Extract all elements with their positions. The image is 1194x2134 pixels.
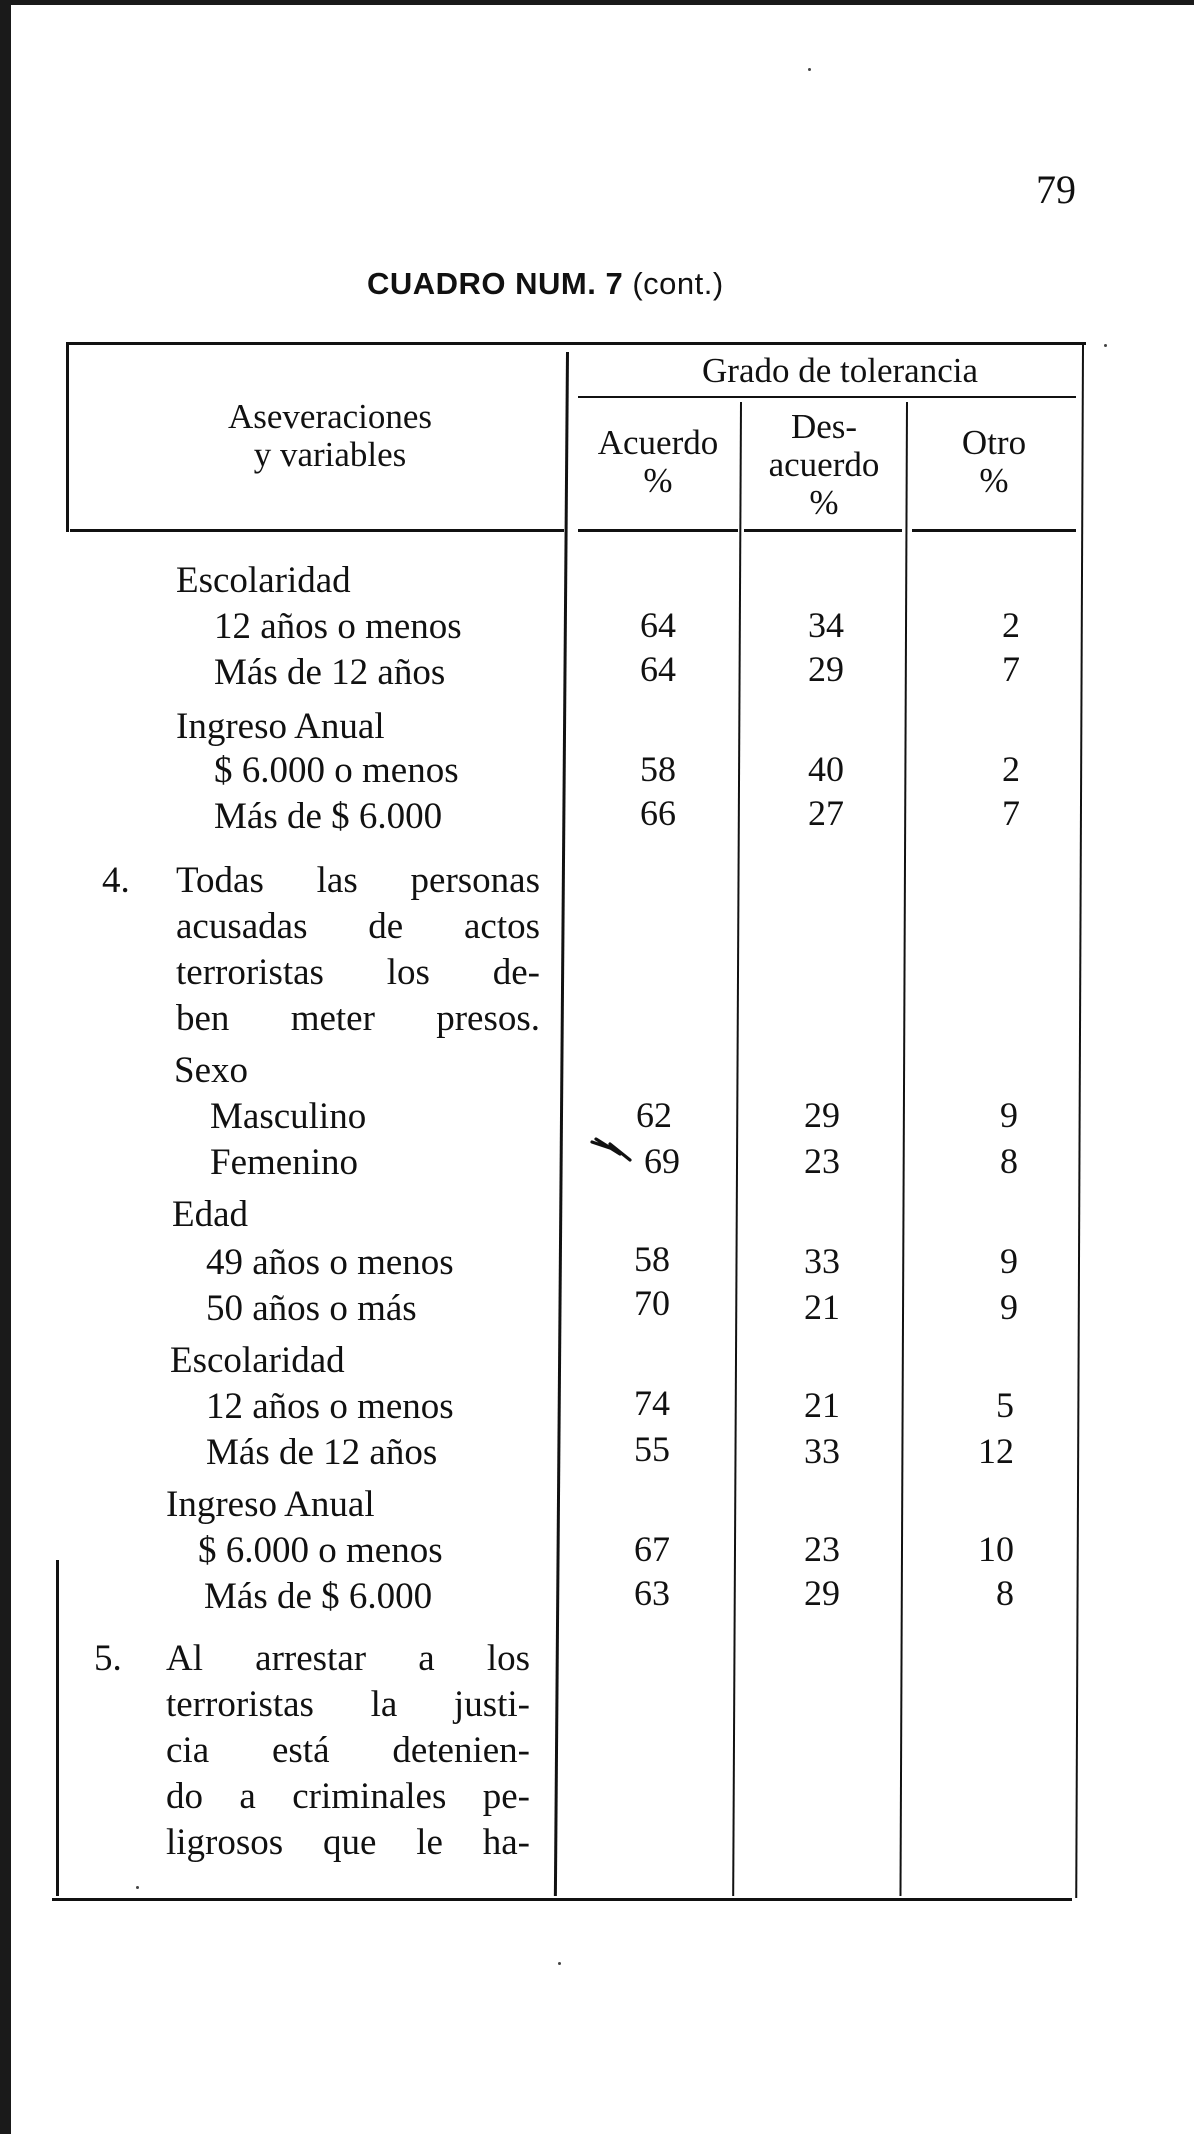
statement-5-line-2: terroristas la justi- [166, 1684, 530, 1725]
row-label-mas-de-12-anos-2: Más de 12 años [206, 1432, 438, 1473]
statement-5-line-1: Al arrestar a los [166, 1638, 530, 1679]
column-header-acuerdo [578, 424, 738, 500]
row-label-header-line-2: y variables [253, 435, 407, 474]
table-caption [367, 266, 724, 302]
statement-4-line-4: ben meter presos. [176, 998, 540, 1039]
page-edge-shadow [0, 0, 11, 2134]
cell-desacuerdo: 33 [804, 1431, 840, 1471]
cell-acuerdo: 64 [640, 605, 676, 645]
row-label-mas-de-6000-2: Más de $ 6.000 [204, 1576, 433, 1617]
scan-speck [136, 1886, 139, 1889]
desacuerdo-header-line-1: Des- [790, 407, 858, 446]
cell-desacuerdo: 21 [804, 1287, 840, 1327]
cell-acuerdo: 67 [634, 1529, 670, 1569]
cell-desacuerdo: 29 [804, 1095, 840, 1135]
desacuerdo-header-line-3: % [809, 483, 839, 522]
cell-otro: 5 [996, 1385, 1014, 1425]
scan-speck [808, 68, 811, 71]
scan-speck [558, 1962, 561, 1965]
otro-header-line-2: % [979, 461, 1009, 500]
row-label-50-anos-o-mas: 50 años o más [206, 1288, 417, 1329]
acuerdo-header-line-1: Acuerdo [597, 423, 719, 462]
row-label-femenino: Femenino [210, 1142, 358, 1183]
statement-5-line-4: do a criminales pe- [166, 1776, 530, 1817]
row-label-mas-de-12-anos: Más de 12 años [214, 652, 446, 693]
group-label-sexo: Sexo [174, 1050, 248, 1091]
cell-acuerdo: 69 [644, 1141, 680, 1181]
statement-number-4: 4. [102, 860, 130, 901]
cell-acuerdo: 55 [634, 1429, 670, 1469]
row-label-6000-o-menos-2: $ 6.000 o menos [198, 1530, 443, 1571]
table-left-border-lower [56, 1560, 59, 1896]
cell-acuerdo: 66 [640, 793, 676, 833]
row-label-mas-de-6000: Más de $ 6.000 [214, 796, 443, 837]
table-top-rule [66, 342, 1086, 345]
group-label-ingreso-anual-2: Ingreso Anual [166, 1484, 375, 1525]
row-label-49-anos-o-menos: 49 años o menos [206, 1242, 454, 1283]
table-right-border [1075, 345, 1084, 1898]
row-label-12-anos-o-menos: 12 años o menos [214, 606, 462, 647]
acuerdo-column-divider [732, 402, 742, 1896]
table-bottom-rule [52, 1898, 1072, 1901]
cell-otro: 12 [978, 1431, 1014, 1471]
cell-otro: 10 [978, 1529, 1014, 1569]
cell-desacuerdo: 23 [804, 1529, 840, 1569]
header-bottom-rule-desacuerdo [744, 529, 902, 532]
caption-suffix: (cont.) [632, 266, 724, 301]
statement-5-line-5: ligrosos que le ha- [166, 1822, 530, 1863]
row-label-header [160, 398, 500, 474]
cell-desacuerdo: 34 [808, 605, 844, 645]
tolerance-group-header: Grado de tolerancia [702, 351, 978, 390]
cell-acuerdo: 74 [634, 1383, 670, 1423]
cell-otro: 7 [1002, 649, 1020, 689]
cell-desacuerdo: 40 [808, 749, 844, 789]
row-label-header-line-1: Aseveraciones [227, 397, 433, 436]
cell-otro: 8 [1000, 1141, 1018, 1181]
group-label-edad: Edad [172, 1194, 249, 1235]
desacuerdo-header-line-2: acuerdo [768, 445, 880, 484]
header-bottom-rule-label [70, 529, 564, 532]
cell-desacuerdo: 29 [808, 649, 844, 689]
header-bottom-rule-otro [912, 529, 1076, 532]
group-label-ingreso-anual: Ingreso Anual [176, 706, 385, 747]
scan-speck [1104, 344, 1107, 347]
statement-4-line-1: Todas las personas [176, 860, 540, 901]
acuerdo-header-line-2: % [643, 461, 673, 500]
cell-desacuerdo: 33 [804, 1241, 840, 1281]
page-top-edge [0, 0, 1194, 5]
cell-otro: 7 [1002, 793, 1020, 833]
statement-4-line-3: terroristas los de- [176, 952, 540, 993]
cell-otro: 8 [996, 1573, 1014, 1613]
cell-desacuerdo: 21 [804, 1385, 840, 1425]
page-number: 79 [1036, 167, 1076, 212]
statement-5-line-3: cia está detenien- [166, 1730, 530, 1771]
cell-otro: 2 [1002, 605, 1020, 645]
cell-acuerdo: 58 [640, 749, 676, 789]
column-header-otro [912, 424, 1076, 500]
cell-acuerdo: 58 [634, 1239, 670, 1279]
desacuerdo-column-divider [899, 402, 908, 1896]
statement-4-line-2: acusadas de actos [176, 906, 540, 947]
cell-otro: 9 [1000, 1095, 1018, 1135]
handwritten-arrow-mark [590, 1136, 636, 1166]
row-label-6000-o-menos: $ 6.000 o menos [214, 750, 459, 791]
header-bottom-rule-acuerdo [578, 529, 738, 532]
caption-title: CUADRO NUM. 7 [367, 266, 624, 301]
cell-acuerdo: 64 [640, 649, 676, 689]
label-column-divider [554, 352, 569, 1896]
cell-acuerdo: 70 [634, 1283, 670, 1323]
row-label-12-anos-o-menos-2: 12 años o menos [206, 1386, 454, 1427]
cell-acuerdo: 63 [634, 1573, 670, 1613]
cell-otro: 2 [1002, 749, 1020, 789]
cell-otro: 9 [1000, 1241, 1018, 1281]
column-header-desacuerdo [744, 408, 904, 522]
statement-number-5: 5. [94, 1638, 122, 1679]
cell-desacuerdo: 29 [804, 1573, 840, 1613]
row-label-masculino: Masculino [210, 1096, 367, 1137]
cell-acuerdo: 62 [636, 1095, 672, 1135]
group-label-escolaridad-2: Escolaridad [170, 1340, 345, 1381]
table-left-border [66, 342, 69, 532]
cell-otro: 9 [1000, 1287, 1018, 1327]
group-label-escolaridad: Escolaridad [176, 560, 351, 601]
group-underline [578, 396, 1076, 398]
cell-desacuerdo: 27 [808, 793, 844, 833]
otro-header-line-1: Otro [961, 423, 1027, 462]
cell-desacuerdo: 23 [804, 1141, 840, 1181]
